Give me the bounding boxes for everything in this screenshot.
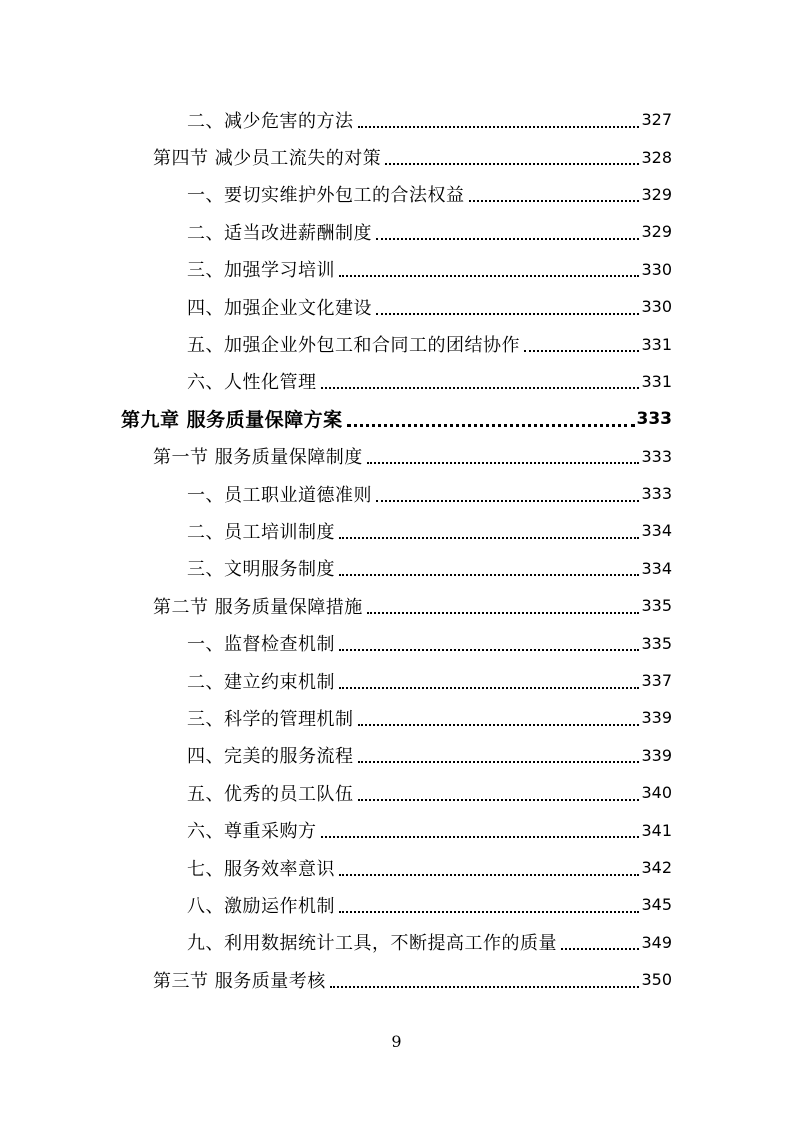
toc-entry-title: 六、人性化管理 <box>187 372 317 394</box>
toc-entry[interactable] <box>0 737 793 774</box>
toc-entry[interactable] <box>0 101 793 138</box>
toc-dot-leader <box>321 369 640 389</box>
toc-entry-title: 六、尊重采购方 <box>187 821 317 843</box>
toc-entry-page: 331 <box>641 334 672 354</box>
toc-entry-page: 329 <box>641 184 672 204</box>
toc-entry-title: 七、服务效率意识 <box>187 858 335 880</box>
toc-dot-leader <box>376 220 639 240</box>
toc-entry-page: 341 <box>641 820 672 840</box>
toc-entry-page: 334 <box>641 558 672 578</box>
toc-entry[interactable] <box>0 176 793 213</box>
toc-dot-leader <box>339 631 639 651</box>
toc-entry-page: 335 <box>641 596 672 616</box>
page-number: 9 <box>391 1032 402 1051</box>
toc-entry-page: 329 <box>641 222 672 242</box>
toc-entry-title: 一、员工职业道德准则 <box>187 484 372 506</box>
toc-entry[interactable] <box>0 550 793 587</box>
toc-entry-page: 337 <box>641 671 672 691</box>
toc-entry[interactable] <box>0 213 793 250</box>
toc-entry[interactable] <box>0 774 793 811</box>
toc-dot-leader <box>339 519 639 539</box>
toc-entry-page: 350 <box>641 970 672 990</box>
toc-entry-page: 331 <box>641 371 672 391</box>
toc-entry-title: 三、科学的管理机制 <box>187 708 354 730</box>
toc-entry-title: 五、优秀的员工队伍 <box>187 783 354 805</box>
toc-entry[interactable] <box>0 811 793 848</box>
toc-dot-leader <box>330 968 640 988</box>
toc-entry-title: 四、加强企业文化建设 <box>187 297 372 319</box>
toc-dot-leader <box>347 406 635 427</box>
toc-entry[interactable] <box>0 886 793 923</box>
toc-dot-leader <box>376 482 639 502</box>
toc-entry-title: 五、加强企业外包工和合同工的团结协作 <box>187 335 520 357</box>
toc-entry-title: 二、建立约束机制 <box>187 671 335 693</box>
toc-dot-leader <box>339 669 639 689</box>
toc-entry-page: 335 <box>641 633 672 653</box>
toc-entry[interactable] <box>0 512 793 549</box>
toc-entry[interactable] <box>0 849 793 886</box>
toc-entry-page: 334 <box>641 521 672 541</box>
toc-entry-page: 339 <box>641 708 672 728</box>
toc-entry[interactable] <box>0 475 793 512</box>
toc-entry-title: 第一节 服务质量保障制度 <box>153 447 363 469</box>
toc-dot-leader <box>358 108 640 128</box>
toc-entry-title: 一、监督检查机制 <box>187 634 335 656</box>
toc-entry-page: 333 <box>641 484 672 504</box>
toc-entry-title: 第四节 减少员工流失的对策 <box>153 148 382 170</box>
toc-entry-title: 第九章 服务质量保障方案 <box>121 409 343 432</box>
toc-entry-title: 二、减少危害的方法 <box>187 110 354 132</box>
toc-entry[interactable] <box>0 363 793 400</box>
toc-dot-leader <box>339 856 639 876</box>
toc-entry-page: 327 <box>641 110 672 130</box>
toc-dot-leader <box>469 182 640 202</box>
toc-dot-leader <box>561 930 639 950</box>
toc-dot-leader <box>339 893 639 913</box>
toc-chapter-entry[interactable] <box>0 400 793 437</box>
toc-entry-title: 第二节 服务质量保障措施 <box>153 596 363 618</box>
toc-entry-page: 330 <box>641 297 672 317</box>
table-of-contents <box>0 101 793 998</box>
toc-entry-title: 三、文明服务制度 <box>187 559 335 581</box>
toc-dot-leader <box>367 444 640 464</box>
toc-entry-title: 三、加强学习培训 <box>187 260 335 282</box>
toc-dot-leader <box>358 743 640 763</box>
toc-entry-title: 九、利用数据统计工具，不断提高工作的质量 <box>187 933 557 955</box>
toc-entry-title: 四、完美的服务流程 <box>187 746 354 768</box>
toc-dot-leader <box>385 145 639 165</box>
toc-entry-page: 345 <box>641 895 672 915</box>
toc-entry-page: 333 <box>636 408 672 429</box>
toc-entry[interactable] <box>0 699 793 736</box>
toc-dot-leader <box>358 706 640 726</box>
toc-dot-leader <box>524 332 639 352</box>
toc-entry[interactable] <box>0 662 793 699</box>
toc-entry-page: 339 <box>641 745 672 765</box>
toc-entry[interactable] <box>0 138 793 175</box>
toc-entry[interactable] <box>0 438 793 475</box>
toc-entry[interactable] <box>0 251 793 288</box>
toc-entry[interactable] <box>0 587 793 624</box>
toc-entry[interactable] <box>0 624 793 661</box>
toc-entry[interactable] <box>0 325 793 362</box>
toc-entry-page: 333 <box>641 446 672 466</box>
toc-entry-page: 330 <box>641 259 672 279</box>
toc-entry[interactable] <box>0 961 793 998</box>
toc-entry-page: 328 <box>641 147 672 167</box>
toc-entry-title: 二、适当改进薪酬制度 <box>187 222 372 244</box>
toc-entry[interactable] <box>0 924 793 961</box>
toc-entry-title: 八、激励运作机制 <box>187 895 335 917</box>
toc-dot-leader <box>339 556 639 576</box>
toc-entry-page: 349 <box>641 932 672 952</box>
toc-entry-title: 一、要切实维护外包工的合法权益 <box>187 185 465 207</box>
toc-dot-leader <box>367 594 640 614</box>
toc-entry-page: 342 <box>641 858 672 877</box>
toc-dot-leader <box>339 257 639 277</box>
toc-entry-title: 二、员工培训制度 <box>187 521 335 543</box>
toc-dot-leader <box>376 295 639 315</box>
toc-entry-page: 340 <box>641 783 672 803</box>
toc-entry-title: 第三节 服务质量考核 <box>153 970 326 992</box>
toc-dot-leader <box>321 818 640 838</box>
toc-dot-leader <box>358 781 640 801</box>
toc-entry[interactable] <box>0 288 793 325</box>
